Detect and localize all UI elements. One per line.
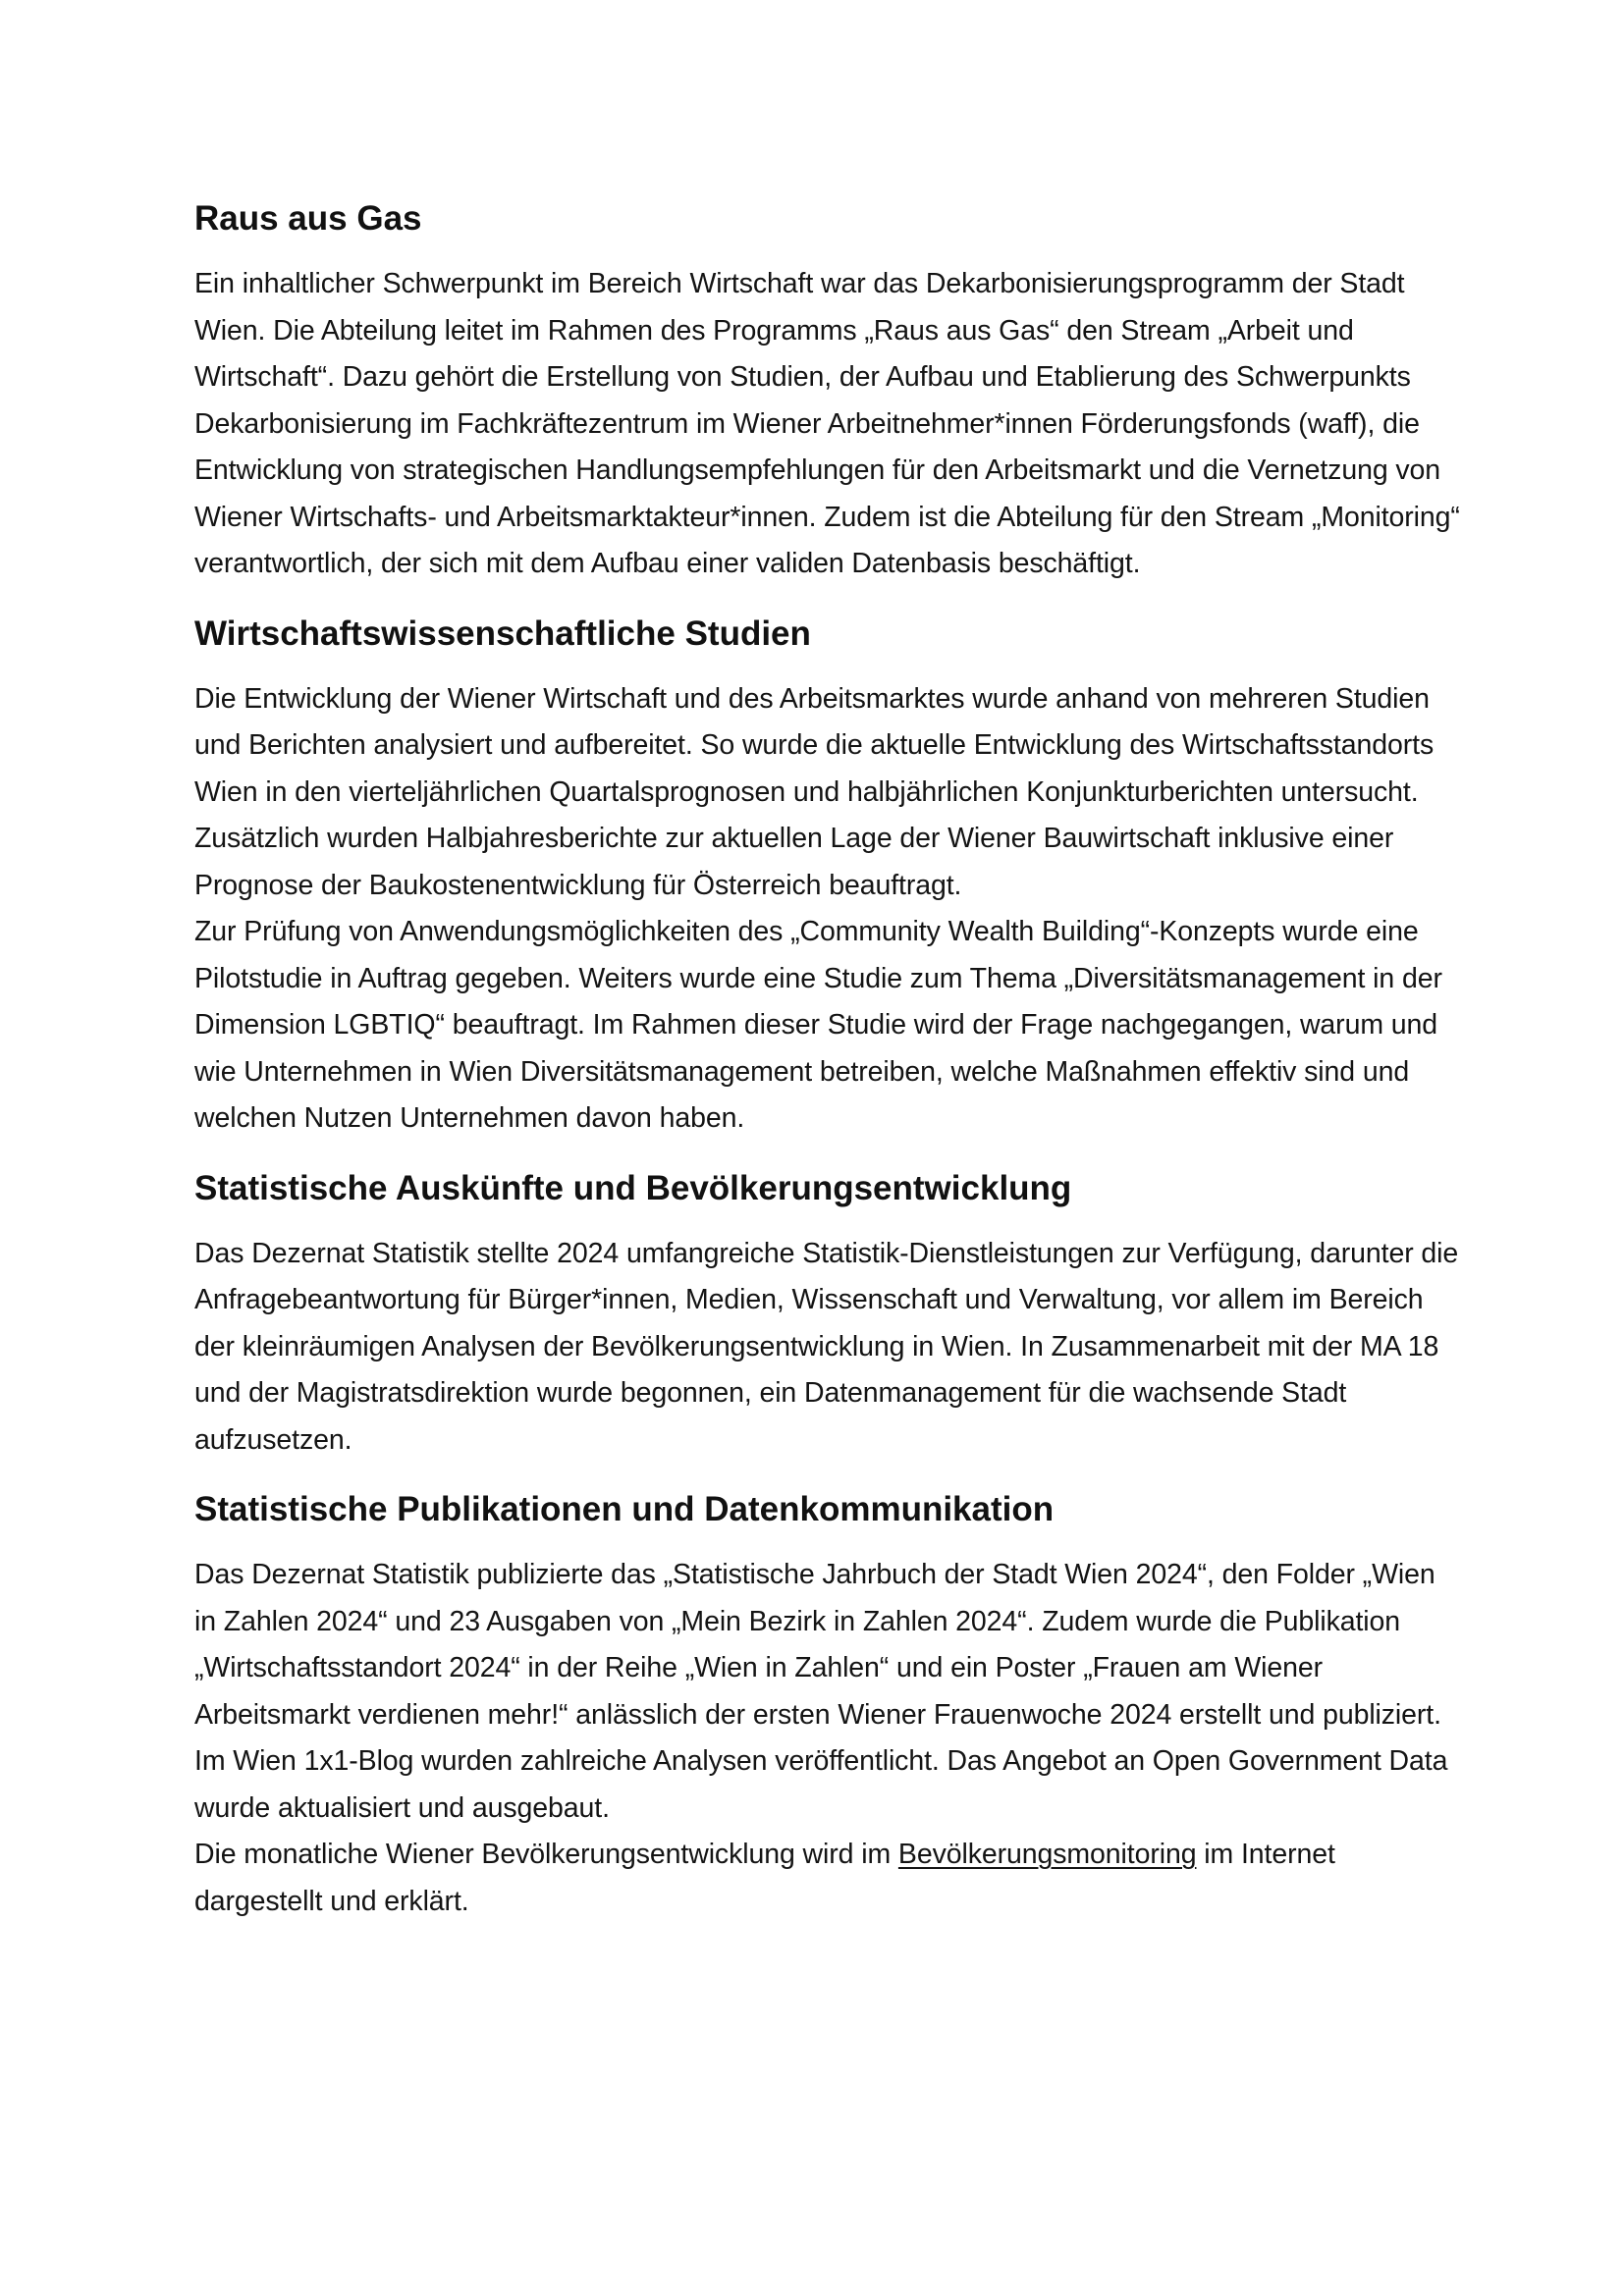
closing-paragraph	[194, 1832, 1461, 1925]
document-page	[194, 196, 1461, 1949]
paragraph: Das Dezernat Statistik publizierte das „Statistische Jahrbuch der Stadt Wien 2024“, den Folder „Wien in Zahlen 2024“ und 23 Ausgaben von „Mein Bezirk in Zahlen 2024“. Zudem wurde die Publikation „Wirtschaftsstandort 2024“ in der Reihe „Wien in Zahlen“ und ein Poster „Frauen am Wiener Arbeitsmarkt verdienen mehr!“ anlässlich der ersten Wiener Frauenwoche 2024 erstellt und publiziert. Im Wien 1x1-Blog wurden zahlreiche Analysen veröffentlicht. Das Angebot an Open Government Data wurde aktualisiert und ausgebaut.	[194, 1559, 1448, 1824]
paragraph: Ein inhaltlicher Schwerpunkt im Bereich Wirtschaft war das Dekarbonisierungsprogramm der Stadt Wien. Die Abteilung leitet im Rahmen des Programms „Raus aus Gas“ den Stream „Arbeit und Wirtschaft“. Dazu gehört die Erstellung von Studien, der Aufbau und Etablierung des Schwerpunkts Dekarbonisierung im Fachkräftezentrum im Wiener Arbeitnehmer*innen Förderungsfonds (waff), die Entwicklung von strategischen Handlungsempfehlungen für den Arbeitsmarkt und die Vernetzung von Wiener Wirtschafts- und Arbeitsmarktakteur*innen. Zudem ist die Abteilung für den Stream „Monitoring“ verantwortlich, der sich mit dem Aufbau einer validen Datenbasis beschäftigt.	[194, 268, 1460, 579]
bevoelkerungsmonitoring-link[interactable]: Bevölkerungsmonitoring	[897, 1839, 1197, 1870]
paragraph: Die Entwicklung der Wiener Wirtschaft und des Arbeitsmarktes wurde anhand von mehreren Studien und Berichten analysiert und aufbereitet. So wurde die aktuelle Entwicklung des Wirtschaftsstandorts Wien in den vierteljährlichen Quartalsprognosen und halbjährlichen Konjunkturberichten untersucht. Zusätzlich wurden Halbjahresberichte zur aktuellen Lage der Wiener Bauwirtschaft inklusive einer Prognose der Baukostenentwicklung für Österreich beauftragt.	[194, 682, 1435, 901]
paragraph: Zur Prüfung von Anwendungsmöglichkeiten des „Community Wealth Building“-Konzepts wurde eine Pilotstudie in Auftrag gegeben. Weiters wurde eine Studie zum Thema „Diversitätsmanagement in der Dimension LGBTIQ“ beauftragt. Im Rahmen dieser Studie wird der Frage nachgegangen, warum und wie Unternehmen in Wien Diversitätsmanagement betreiben, welche Maßnahmen effektiv sind und welchen Nutzen Unternehmen davon haben.	[194, 916, 1442, 1134]
section-heading: Statistische Auskünfte und Bevölkerungsentwicklung	[194, 1168, 1072, 1207]
section-raus-aus-gas	[194, 196, 1461, 588]
section-wirtschaftswissenschaftliche-studien	[194, 612, 1461, 1143]
section-statistische-publikationen	[194, 1487, 1461, 1925]
section-statistische-auskuenfte	[194, 1166, 1461, 1465]
section-heading: Wirtschaftswissenschaftliche Studien	[194, 614, 811, 653]
closing-text-before-link: Die monatliche Wiener Bevölkerungsentwicklung wird im	[194, 1839, 898, 1870]
section-heading: Raus aus Gas	[194, 199, 422, 238]
paragraph: Das Dezernat Statistik stellte 2024 umfangreiche Statistik-Dienstleistungen zur Verfügung, darunter die Anfragebeantwortung für Bürger*innen, Medien, Wissenschaft und Verwaltung, vor allem im Bereich der kleinräumigen Analysen der Bevölkerungsentwicklung in Wien. In Zusammenarbeit mit der MA 18 und der Magistratsdirektion wurde begonnen, ein Datenmanagement für die wachsende Stadt aufzusetzen.	[194, 1237, 1459, 1456]
section-heading: Statistische Publikationen und Datenkommunikation	[194, 1490, 1055, 1528]
closing-text-after-link: im Internet dargestellt und erklärt.	[194, 1839, 1335, 1917]
